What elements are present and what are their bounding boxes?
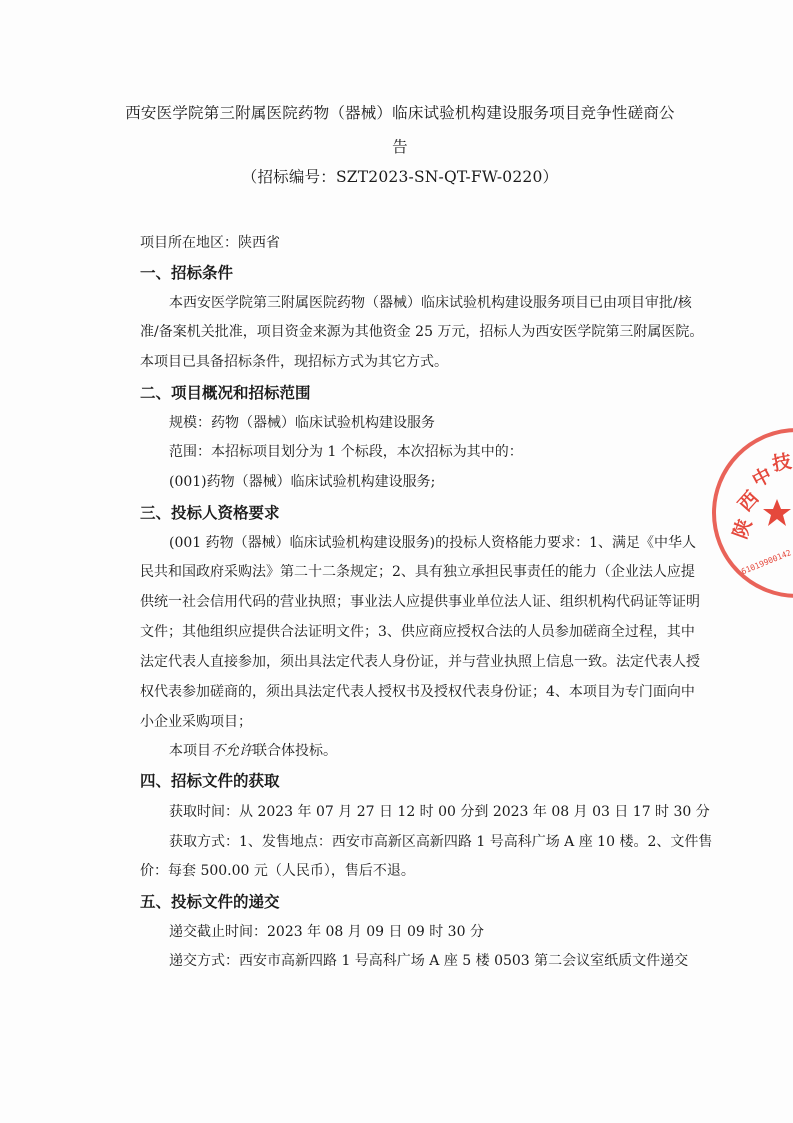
section-3-consortium [169, 741, 674, 761]
section-5-method: 递交方式：西安市高新四路 1 号高科广场 A 座 5 楼 0503 第二会议室纸质文件递交 [169, 953, 689, 969]
seal-char-1: 陕 [729, 516, 757, 542]
section-5-deadline: 递交截止时间：2023 年 08 月 09 日 09 时 30 分 [169, 924, 484, 940]
section-2-scale: 规模：药物（器械）临床试验机构建设服务 [169, 415, 435, 431]
doc-tender-number: （招标编号：SZT2023-SN-QT-FW-0220） [241, 168, 559, 186]
consortium-suffix: 联合体投标。 [253, 743, 337, 759]
section-1-heading: 一、招标条件 [140, 264, 234, 282]
section-1-line-3: 本项目已具备招标条件，现招标方式为其它方式。 [140, 354, 448, 370]
section-3-line-5: 法定代表人直接参加，须出具法定代表人身份证，并与营业执照上信息一致。法定代表人授 [140, 654, 700, 670]
section-5-heading: 五、投标文件的递交 [140, 893, 280, 911]
section-4-method-line-1: 获取方式：1、发售地点：西安市高新区高新四路 1 号高科广场 A 座 10 楼。2、文件售 [169, 834, 713, 850]
seal-char-2: 西 [734, 487, 764, 516]
section-1-line-1: 本西安医学院第三附属医院药物（器械）临床试验机构建设服务项目已由项目审批/核 [169, 295, 692, 311]
seal-char-3: 中 [748, 463, 776, 493]
section-4-heading: 四、招标文件的获取 [140, 772, 280, 790]
section-2-scope: 范围：本招标项目划分为 1 个标段，本次招标为其中的： [169, 444, 523, 460]
doc-title-line-1: 西安医学院第三附属医院药物（器械）临床试验机构建设服务项目竞争性磋商公 [125, 104, 675, 122]
section-1-line-2: 准/备案机关批准，项目资金来源为其他资金 25 万元，招标人为西安医学院第三附属医院。 [140, 324, 704, 340]
seal-char-4: 技 [770, 450, 793, 476]
seal-star-icon [762, 498, 792, 528]
section-4-time: 获取时间：从 2023 年 07 月 27 日 12 时 00 分到 2023 年 08 月 03 日 17 时 30 分 [169, 804, 710, 820]
section-3-heading: 三、投标人资格要求 [140, 504, 280, 522]
section-2-lot: (001)药物（器械）临床试验机构建设服务; [169, 474, 436, 490]
consortium-not-allowed: 不允许 [211, 743, 253, 759]
seal-number: 61019900142 [740, 548, 793, 577]
section-2-heading: 二、项目概况和招标范围 [140, 384, 311, 402]
project-region: 项目所在地区：陕西省 [140, 235, 280, 251]
doc-title-line-2: 告 [392, 138, 408, 156]
section-3-line-2: 民共和国政府采购法》第二十二条规定；2、具有独立承担民事责任的能力（企业法人应提 [140, 564, 695, 580]
section-3-line-6: 权代表参加磋商的，须出具法定代表人授权书及授权代表身份证；4、本项目为专门面向中 [140, 684, 695, 700]
consortium-prefix: 本项目 [169, 743, 211, 759]
section-3-line-1: (001 药物（器械）临床试验机构建设服务)的投标人资格能力要求：1、满足《中华人 [169, 535, 697, 551]
section-3-line-3: 供统一社会信用代码的营业执照；事业法人应提供事业单位法人证、组织机构代码证等证明 [140, 594, 700, 610]
section-4-method-line-2: 价：每套 500.00 元（人民币），售后不退。 [140, 863, 415, 879]
section-3-line-4: 文件；其他组织应提供合法证明文件；3、供应商应授权合法的人员参加磋商全过程，其中 [140, 624, 695, 640]
section-3-line-7: 小企业采购项目； [140, 714, 252, 730]
